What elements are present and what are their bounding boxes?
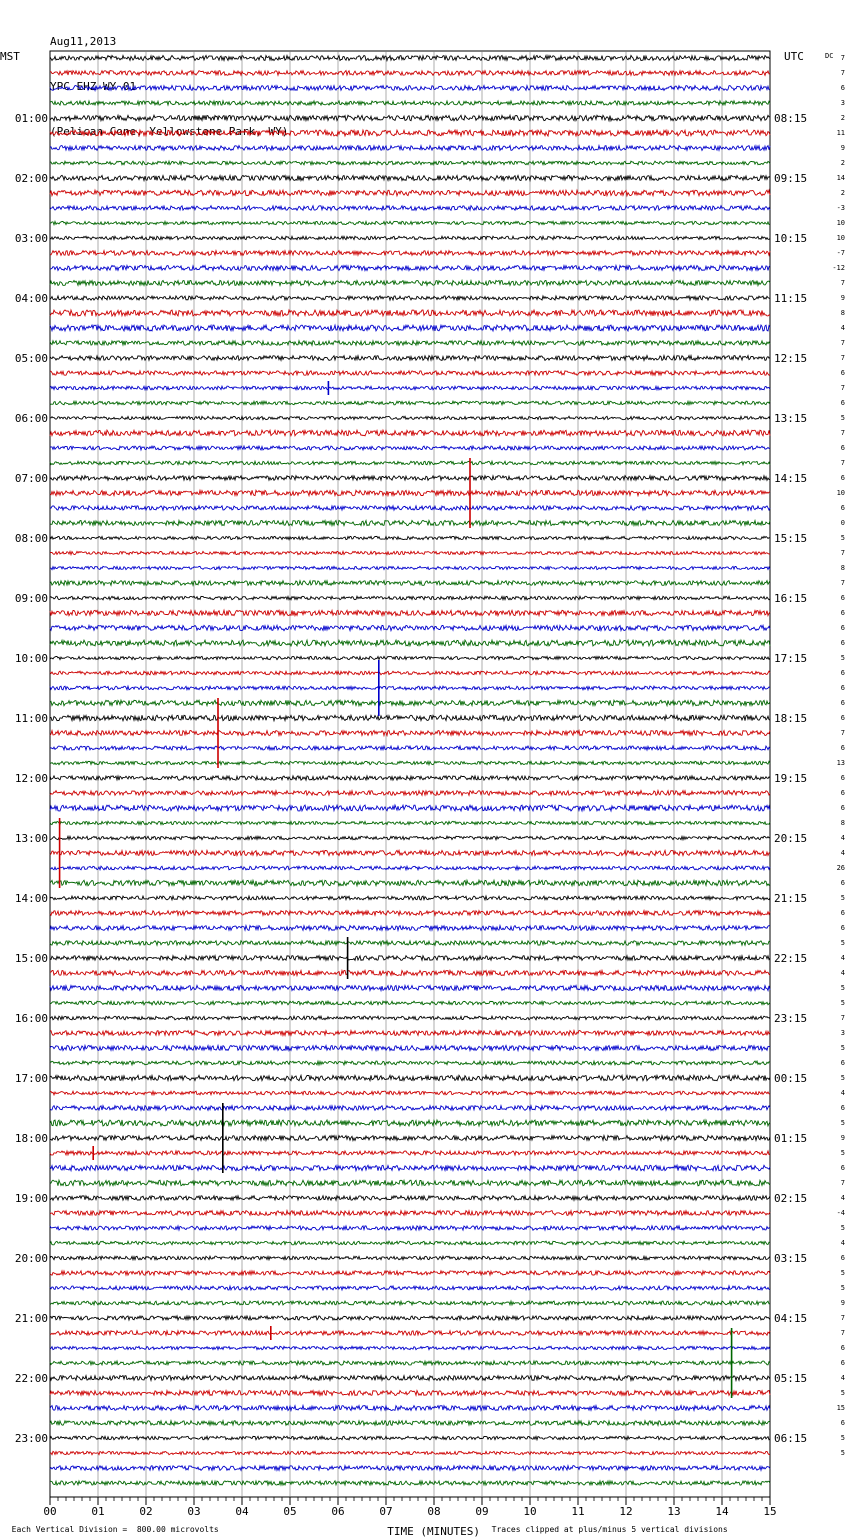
x-tick-label: 09 [475,1505,489,1518]
seismic-trace [50,1031,770,1036]
dc-offset-value: 6 [840,369,845,377]
x-tick-label: 04 [235,1505,249,1518]
seismic-trace [50,731,770,736]
seismic-trace [50,700,770,705]
dc-offset-value: 5 [840,1284,845,1292]
dc-offset-value: 7 [840,1179,845,1187]
seismic-trace [50,1436,770,1440]
x-tick-label: 12 [619,1505,633,1518]
seismic-trace [50,71,770,76]
seismic-trace [50,1165,770,1170]
dc-offset-value: 5 [840,1149,845,1157]
left-hour-label: 11:00 [14,712,48,725]
dc-offset-value: 4 [840,969,845,977]
dc-offset-value: 7 [840,354,845,362]
dc-offset-value: 6 [840,744,845,752]
seismic-trace [50,566,770,569]
seismic-trace [50,715,770,721]
dc-offset-value: 5 [840,1119,845,1127]
seismic-trace [50,1061,770,1065]
left-hour-label: 20:00 [14,1252,48,1265]
dc-offset-value: 6 [840,474,845,482]
seismic-trace [50,56,770,61]
dc-offset-value: 5 [840,1074,845,1082]
dc-offset-value: 6 [840,909,845,917]
left-hour-label: 04:00 [14,292,48,305]
right-hour-label: 15:15 [774,532,808,545]
right-hour-label: 10:15 [774,232,808,245]
seismic-trace [50,880,770,885]
seismic-trace [50,175,770,180]
x-tick-label: 08 [427,1505,441,1518]
seismic-trace [50,536,770,539]
left-hour-label: 10:00 [14,652,48,665]
dc-offset-value: 7 [840,579,845,587]
seismic-trace [50,581,770,586]
seismic-trace [50,551,770,554]
seismic-trace [50,296,770,300]
dc-offset-value: 8 [840,564,845,572]
seismic-trace [50,161,770,165]
dc-offset-value: 6 [840,1359,845,1367]
seismic-trace [50,791,770,796]
left-hour-label: 08:00 [14,532,48,545]
left-hour-label: 17:00 [14,1072,48,1085]
dc-offset-value: 4 [840,1374,845,1382]
dc-offset-value: 10 [836,219,845,227]
dc-offset-value: 7 [840,1314,845,1322]
dc-offset-value: 6 [840,504,845,512]
dc-offset-value: -4 [836,1209,845,1217]
dc-offset-value: 8 [840,309,845,317]
left-hour-label: 07:00 [14,472,48,485]
seismic-trace [50,266,770,271]
seismic-trace [50,115,770,120]
dc-offset-value: 5 [840,654,845,662]
dc-offset-value: 7 [840,339,845,347]
dc-offset-value: 5 [840,1269,845,1277]
dc-offset-value: 3 [840,1029,845,1037]
seismic-trace [50,341,770,346]
dc-offset-value: 5 [840,984,845,992]
seismic-trace [50,1316,770,1320]
left-hour-label: 15:00 [14,952,48,965]
seismic-trace [50,1256,770,1260]
dc-offset-value: 4 [840,1239,845,1247]
dc-offset-value: 6 [840,1344,845,1352]
seismic-trace [50,625,770,630]
seismic-trace [50,461,770,465]
seismic-trace [50,1301,770,1305]
x-tick-label: 01 [91,1505,105,1518]
left-hour-label: 05:00 [14,352,48,365]
location-label: (Pelican Cone, Yellowstone Park, WY) [50,125,289,138]
dc-offset-value: 6 [840,639,845,647]
right-hour-label: 18:15 [774,712,808,725]
left-hour-label: 02:00 [14,172,48,185]
dc-offset-value: 6 [840,594,845,602]
right-hour-label: 19:15 [774,772,808,785]
right-hour-label: 21:15 [774,892,808,905]
seismic-trace [50,1016,770,1020]
scale-note: Each Vertical Division = 800.00 microvolts [11,1525,219,1534]
right-hour-label: 08:15 [774,112,808,125]
seismic-trace [50,506,770,510]
left-hour-label: 23:00 [14,1432,48,1445]
dc-offset-value: 7 [840,54,845,62]
left-hour-label: 13:00 [14,832,48,845]
x-tick-label: 03 [187,1505,201,1518]
seismic-trace [50,926,770,931]
dc-offset-value: 6 [840,879,845,887]
seismic-trace [50,1286,770,1290]
seismic-trace [50,1361,770,1365]
dc-offset-value: 2 [840,114,845,122]
x-tick-label: 10 [523,1505,537,1518]
dc-offset-value: 26 [836,864,845,872]
seismic-trace [50,520,770,525]
seismic-trace [50,671,770,675]
seismic-trace [50,941,770,946]
dc-offset-value: 15 [836,1404,845,1412]
dc-offset-value: 7 [840,384,845,392]
left-timezone-label: MST [0,50,20,63]
right-hour-label: 11:15 [774,292,808,305]
dc-offset-value: 7 [840,69,845,77]
x-tick-label: 15 [763,1505,777,1518]
seismic-trace [50,805,770,811]
seismic-trace [50,1211,770,1216]
seismic-trace [50,101,770,105]
left-hour-label: 03:00 [14,232,48,245]
dc-offset-value: 6 [840,624,845,632]
seismic-trace [50,821,770,824]
dc-offset-value: 4 [840,324,845,332]
seismic-trace [50,490,770,495]
dc-offset-value: 4 [840,1194,845,1202]
dc-offset-value: 7 [840,549,845,557]
seismic-trace [50,1421,770,1426]
seismic-trace [50,206,770,211]
dc-offset-value: 14 [836,174,845,182]
x-tick-label: 11 [571,1505,585,1518]
left-hour-label: 19:00 [14,1192,48,1205]
seismic-trace [50,446,770,450]
dc-offset-value: 8 [840,819,845,827]
dc-offset-value: 2 [840,159,845,167]
x-tick-label: 06 [331,1505,345,1518]
seismic-trace [50,1376,770,1381]
seismic-trace [50,746,770,750]
seismic-trace [50,1091,770,1095]
dc-offset-value: 2 [840,189,845,197]
x-tick-label: 02 [139,1505,153,1518]
seismic-trace [50,776,770,780]
seismic-trace [50,1120,770,1126]
seismic-trace [50,1136,770,1141]
seismic-trace [50,86,770,91]
clip-note: Traces clipped at plus/minus 5 vertical divisions [491,1525,728,1534]
dc-offset-value: 9 [840,144,845,152]
right-hour-label: 09:15 [774,172,808,185]
dc-offset-value: 6 [840,789,845,797]
dc-offset-value: 0 [840,519,845,527]
seismic-trace [50,221,770,224]
x-tick-label: 13 [667,1505,681,1518]
right-hour-label: 17:15 [774,652,808,665]
dc-offset-value: 9 [840,1134,845,1142]
dc-offset-value: 6 [840,1254,845,1262]
right-hour-label: 20:15 [774,832,808,845]
dc-offset-value: 6 [840,609,845,617]
seismic-trace [50,1406,770,1411]
right-hour-label: 01:15 [774,1132,808,1145]
dc-offset-value: -12 [832,264,845,272]
dc-offset-value: 7 [840,429,845,437]
left-hour-label: 06:00 [14,412,48,425]
dc-offset-value: 4 [840,954,845,962]
seismic-trace [50,401,770,405]
seismic-trace [50,1481,770,1485]
seismic-trace [50,416,770,419]
left-hour-label: 12:00 [14,772,48,785]
seismic-trace [50,970,770,975]
dc-offset-value: 6 [840,699,845,707]
seismic-trace [50,236,770,239]
dc-offset-value: 13 [836,759,845,767]
left-hour-label: 01:00 [14,112,48,125]
seismic-trace [50,1196,770,1200]
seismic-trace [50,1180,770,1186]
left-hour-label: 18:00 [14,1132,48,1145]
dc-offset-value: 6 [840,84,845,92]
seismic-trace [50,850,770,855]
left-hour-label: 09:00 [14,592,48,605]
seismic-trace [50,1391,770,1396]
right-hour-label: 13:15 [774,412,808,425]
seismic-trace [50,476,770,481]
left-hour-label: 22:00 [14,1372,48,1385]
x-tick-label: 14 [715,1505,729,1518]
dc-offset-value: 5 [840,1434,845,1442]
seismic-trace [50,130,770,136]
left-hour-label: 16:00 [14,1012,48,1025]
seismic-trace [50,911,770,916]
dc-offset-value: 7 [840,729,845,737]
dc-offset-value: 5 [840,1044,845,1052]
dc-offset-value: 5 [840,1449,845,1457]
dc-offset-value: 5 [840,414,845,422]
seismic-trace [50,985,770,990]
seismic-trace [50,190,770,196]
x-tick-label: 07 [379,1505,393,1518]
dc-offset-value: 9 [840,1299,845,1307]
seismic-trace [50,146,770,151]
station-label: YPC EHZ WY 01 [50,80,137,93]
dc-offset-value: 6 [840,684,845,692]
dc-offset-value: 4 [840,849,845,857]
dc-offset-value: 5 [840,939,845,947]
seismic-trace [50,310,770,316]
dc-offset-value: 5 [840,1224,845,1232]
dc-offset-value: -3 [836,204,845,212]
seismic-trace [50,281,770,286]
right-hour-label: 16:15 [774,592,808,605]
right-hour-label: 04:15 [774,1312,808,1325]
dc-offset-value: 6 [840,669,845,677]
seismic-trace [50,656,770,659]
dc-offset-value: 6 [840,1419,845,1427]
seismic-trace [50,430,770,436]
right-timezone-label: UTC [784,50,804,63]
dc-offset-value: 6 [840,924,845,932]
dc-header-label: DC [825,52,834,60]
x-tick-label: 05 [283,1505,297,1518]
seismic-trace [50,610,770,615]
seismic-trace [50,251,770,256]
seismic-trace [50,896,770,900]
right-hour-label: 14:15 [774,472,808,485]
dc-offset-value: 11 [836,129,845,137]
dc-offset-value: 6 [840,804,845,812]
dc-offset-value: 6 [840,1059,845,1067]
dc-offset-value: 10 [836,489,845,497]
dc-offset-value: 6 [840,1104,845,1112]
dc-offset-value: 6 [840,714,845,722]
dc-offset-value: 7 [840,1329,845,1337]
dc-offset-value: 6 [840,1164,845,1172]
seismic-trace [50,956,770,961]
seismic-trace [50,1346,770,1349]
seismic-trace [50,1451,770,1454]
seismic-trace [50,836,770,840]
dc-offset-value: 7 [840,459,845,467]
dc-offset-value: 7 [840,279,845,287]
seismic-trace [50,1331,770,1336]
seismic-trace [50,1151,770,1155]
dc-offset-value: 4 [840,834,845,842]
seismic-trace [50,371,770,375]
dc-offset-value: 6 [840,774,845,782]
seismic-trace [50,386,770,390]
dc-offset-value: 10 [836,234,845,242]
dc-offset-value: 5 [840,894,845,902]
left-hour-label: 21:00 [14,1312,48,1325]
seismic-trace [50,761,770,764]
right-hour-label: 12:15 [774,352,808,365]
seismic-trace [50,1271,770,1275]
seismic-trace [50,640,770,646]
dc-offset-value: 6 [840,399,845,407]
seismic-trace [50,356,770,361]
right-hour-label: 23:15 [774,1012,808,1025]
right-hour-label: 03:15 [774,1252,808,1265]
seismic-trace [50,1045,770,1050]
seismic-trace [50,325,770,331]
seismic-trace [50,866,770,870]
seismic-trace [50,1466,770,1471]
date-label: Aug11,2013 [50,35,117,48]
seismic-trace [50,1241,770,1245]
seismic-trace [50,1106,770,1111]
dc-offset-value: -7 [836,249,845,257]
right-hour-label: 02:15 [774,1192,808,1205]
dc-offset-value: 9 [840,294,845,302]
right-hour-label: 00:15 [774,1072,808,1085]
dc-offset-value: 6 [840,444,845,452]
dc-offset-value: 5 [840,1389,845,1397]
x-axis-title: TIME (MINUTES) [387,1525,480,1538]
right-hour-label: 22:15 [774,952,808,965]
dc-offset-value: 5 [840,999,845,1007]
seismic-trace [50,1226,770,1230]
dc-offset-value: 5 [840,534,845,542]
dc-offset-value: 7 [840,1014,845,1022]
right-hour-label: 06:15 [774,1432,808,1445]
x-tick-label: 00 [43,1505,57,1518]
seismic-trace [50,596,770,600]
seismic-trace [50,1075,770,1080]
right-hour-label: 05:15 [774,1372,808,1385]
seismic-trace [50,686,770,690]
seismic-trace [50,1001,770,1005]
left-hour-label: 14:00 [14,892,48,905]
dc-offset-value: 3 [840,99,845,107]
dc-offset-value: 4 [840,1089,845,1097]
